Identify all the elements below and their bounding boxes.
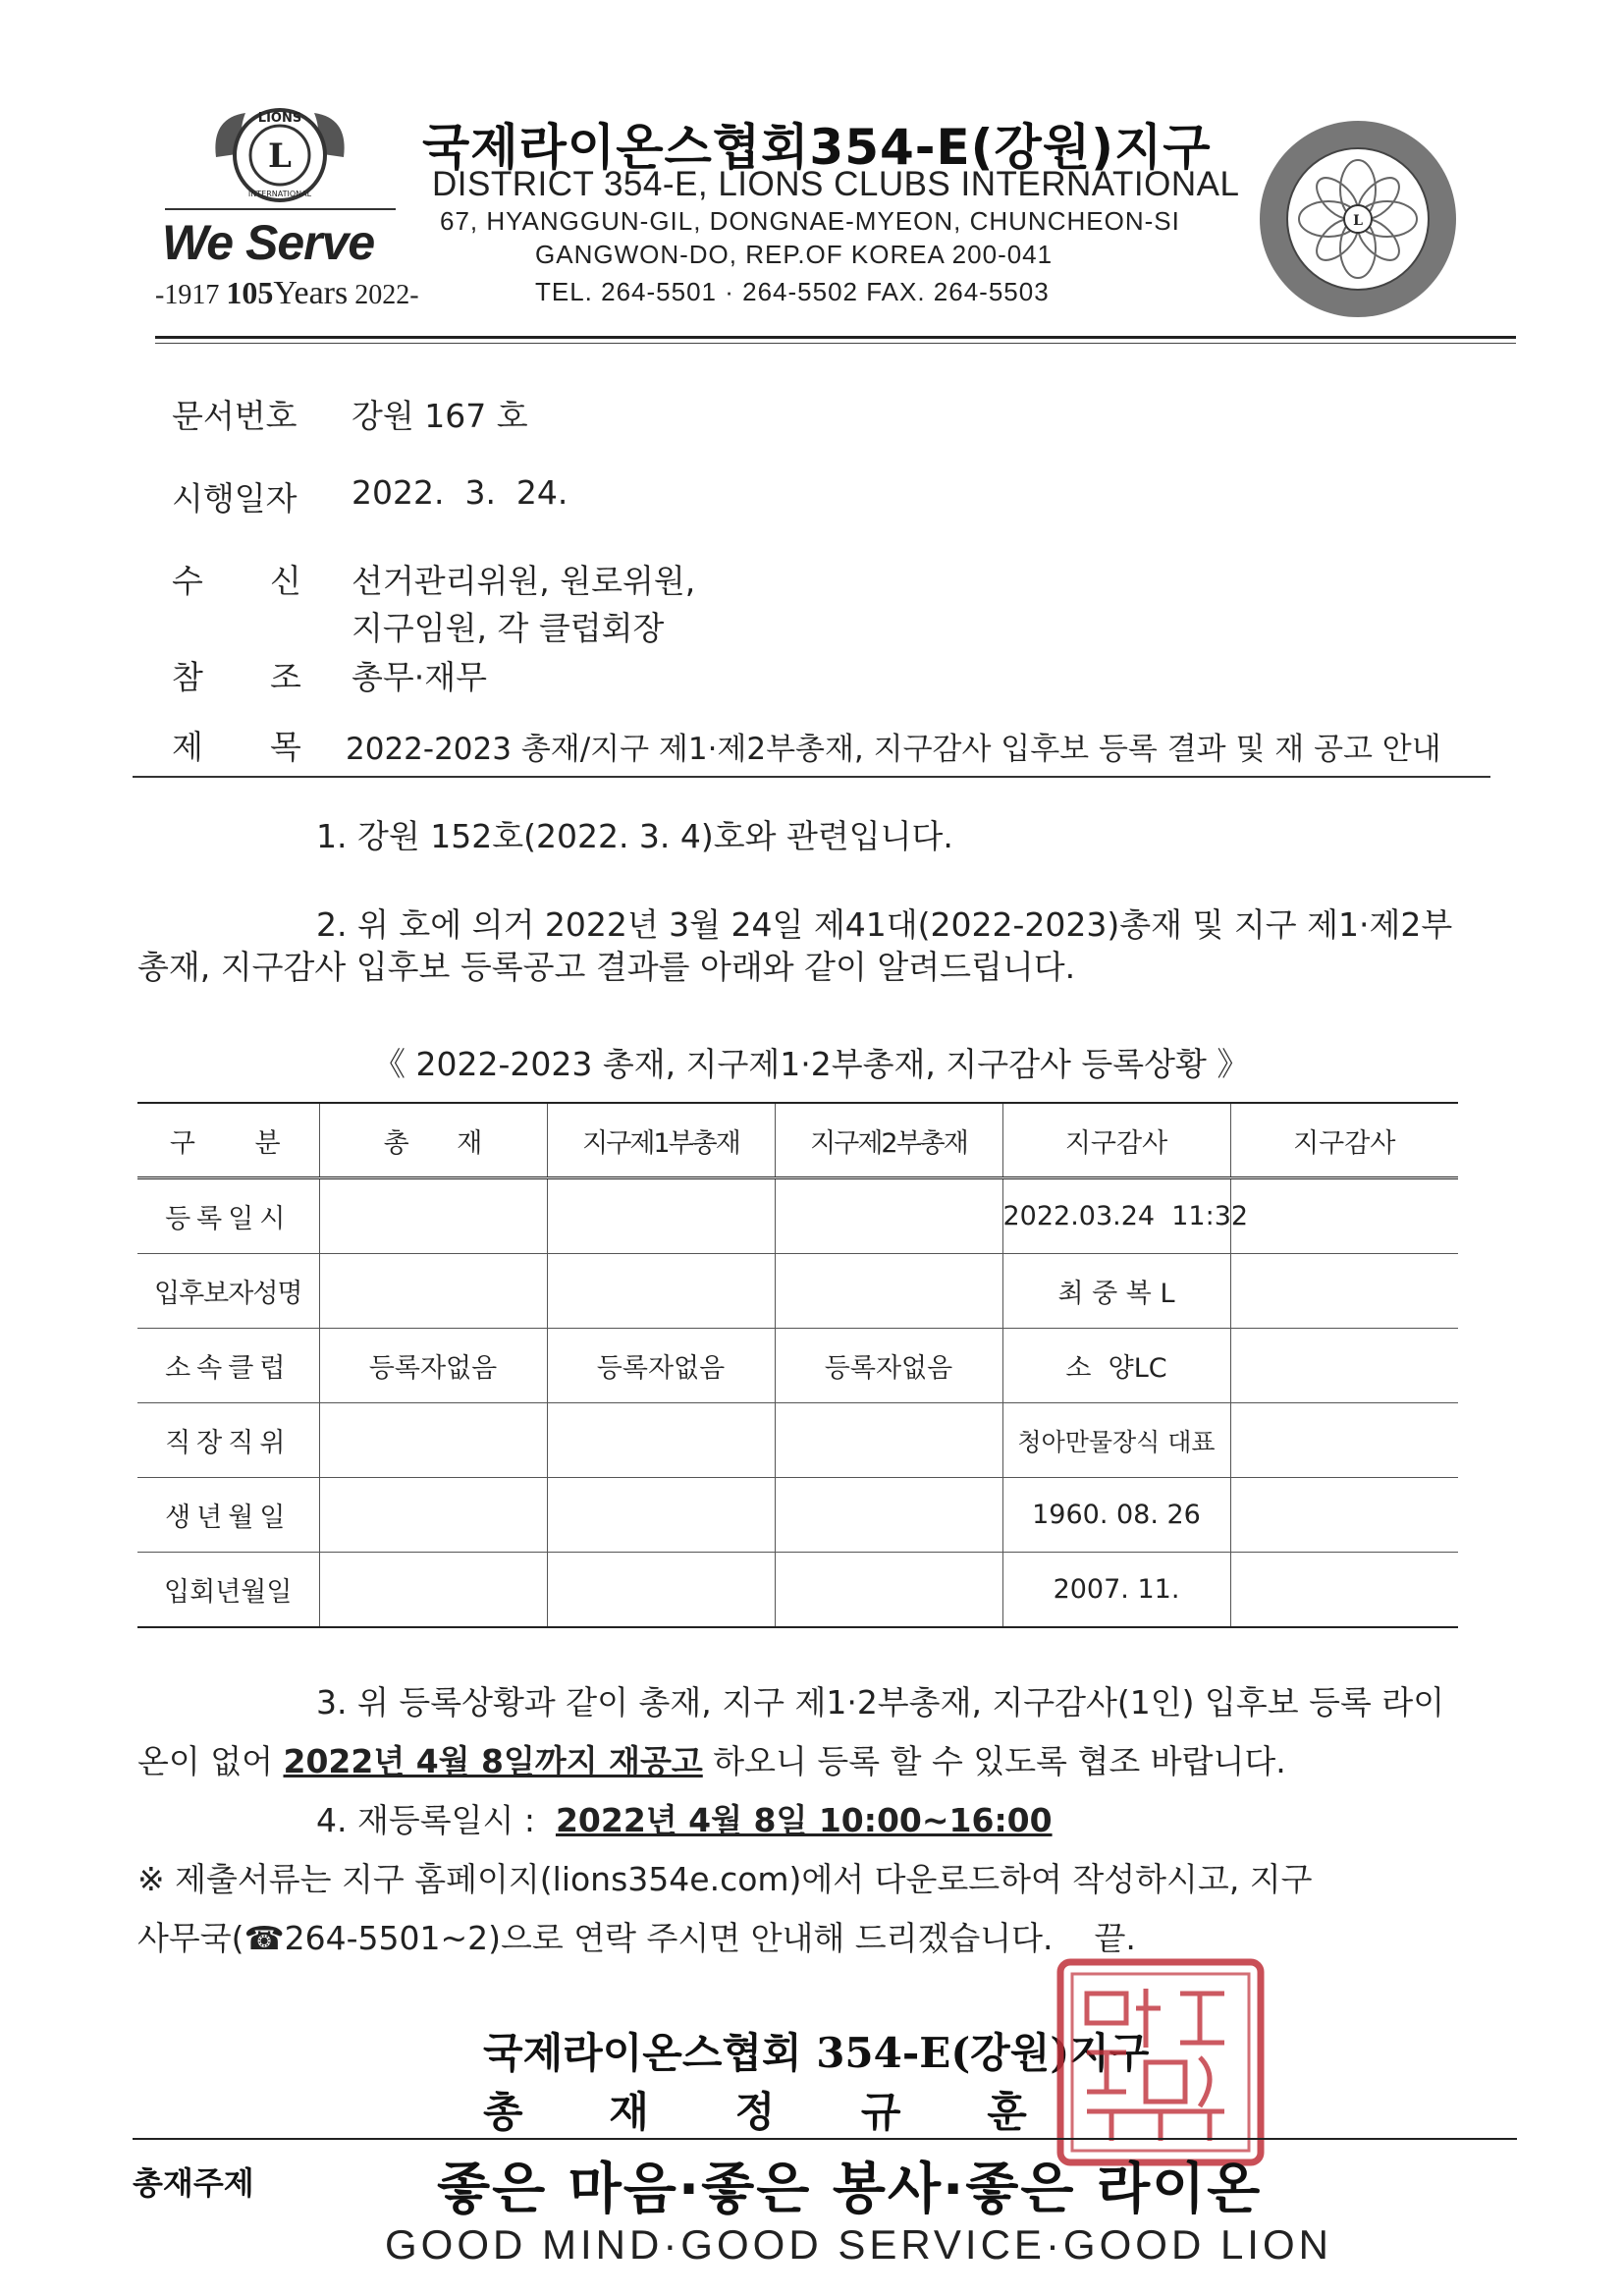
table-cell (547, 1254, 775, 1329)
table-cell: 소 양LC (1002, 1329, 1230, 1403)
column-header: 총 재 (319, 1103, 547, 1178)
note-line-2: 사무국(☎264-5501~2)으로 연락 주시면 안내해 드리겠습니다. 끝. (137, 1919, 1136, 1957)
table-cell (1230, 1329, 1458, 1403)
table-cell: 등록자없음 (775, 1329, 1002, 1403)
address-line-2: GANGWON-DO, REP.OF KOREA 200-041 (535, 240, 1054, 269)
slogan-english: GOOD MIND·GOOD SERVICE·GOOD LION (385, 2221, 1332, 2268)
svg-text:INTERNATIONAL: INTERNATIONAL (247, 190, 312, 198)
row-label: 등록일시 (165, 1204, 292, 1234)
note-line-1: ※ 제출서류는 지구 홈페이지(lions354e.com)에서 다운로드하여 작성하시고, 지구 (137, 1860, 1313, 1898)
recipient-value-2: 지구임원, 각 클럽회장 (352, 609, 665, 647)
footer-rule (133, 2138, 1517, 2140)
table-cell (1230, 1553, 1458, 1628)
subject-value: 2022-2023 총재/지구 제1·제2부총재, 지구감사 입후보 등록 결과 및 재 공고 안내 (346, 732, 1441, 767)
table-cell: 2007. 11. (1002, 1553, 1230, 1628)
paragraph-2-line-1: 2. 위 호에 의거 2022년 3월 24일 제41대(2022-2023)총재 및 지구 제1·제2부 (316, 905, 1453, 944)
row-label: 소속클럽 (165, 1353, 292, 1384)
table-cell (775, 1178, 1002, 1254)
table-cell (319, 1478, 547, 1553)
table-cell: 2022.03.24 11:32 (1002, 1178, 1230, 1254)
table-cell (547, 1553, 775, 1628)
recipient-label-2: 신 (270, 562, 301, 600)
svg-text:L: L (1353, 213, 1363, 229)
table-cell: 등록자없음 (319, 1329, 547, 1403)
table-cell (775, 1254, 1002, 1329)
signature-org: 국제라이온스협회 354-E(강원)지구 (483, 2029, 1150, 2077)
tel-fax-line: TEL. 264-5501 · 264-5502 FAX. 264-5503 (535, 277, 1050, 306)
paragraph-3-line-2: 온이 없어 2022년 4월 8일까지 재공고 하오니 등록 할 수 있도록 협조 바랍니다. (137, 1742, 1286, 1780)
paragraph-1: 1. 강원 152호(2022. 3. 4)호와 관련입니다. (316, 817, 953, 855)
paragraph-3-line-1: 3. 위 등록상황과 같이 총재, 지구 제1·2부총재, 지구감사(1인) 입후보 등록 라이 (316, 1683, 1445, 1722)
registration-status-table (137, 1102, 1458, 1628)
svg-text:L: L (268, 137, 292, 176)
table-row (137, 1254, 1458, 1329)
table-row (137, 1178, 1458, 1254)
ref-label-2: 조 (270, 658, 301, 696)
subject-label-2: 목 (270, 728, 301, 766)
table-row (137, 1553, 1458, 1628)
column-header: 지구감사 (1230, 1103, 1458, 1178)
table-cell (319, 1553, 547, 1628)
row-label: 입회년월일 (164, 1577, 293, 1608)
ref-value: 총무·재무 (352, 658, 488, 696)
reregistration-datetime: 2022년 4월 8일 10:00~16:00 (555, 1801, 1053, 1839)
table-cell: 최 중 복 L (1002, 1254, 1230, 1329)
table-cell: 1960. 08. 26 (1002, 1478, 1230, 1553)
date-label: 시행일자 (172, 479, 298, 518)
doc-no-label: 문서번호 (172, 397, 298, 435)
table-cell (547, 1403, 775, 1478)
governor-badge-seal (1255, 116, 1461, 322)
table-cell (319, 1254, 547, 1329)
motto-text: We Serve (162, 215, 375, 270)
table-header-row (137, 1103, 1458, 1178)
table-title: 《 2022-2023 총재, 지구제1·2부총재, 지구감사 등록상황 》 (373, 1045, 1250, 1083)
table-cell (1230, 1178, 1458, 1254)
years-text: -1917 105Years 2022- (155, 275, 419, 311)
column-header: 지구감사 (1002, 1103, 1230, 1178)
header-rule-thin (155, 343, 1516, 344)
table-cell (1230, 1254, 1458, 1329)
address-line-1: 67, HYANGGUN-GIL, DONGNAE-MYEON, CHUNCHEON-SI (440, 206, 1180, 236)
table-row (137, 1329, 1458, 1403)
theme-label: 총재주제 (133, 2164, 254, 2202)
table-row (137, 1403, 1458, 1478)
row-label: 직장직위 (165, 1428, 292, 1458)
svg-text:LIONS: LIONS (257, 111, 302, 126)
district-title-ko: 국제라이온스협회354-E(강원)지구 (422, 119, 1212, 176)
table-cell: 청아만물장식 대표 (1002, 1403, 1230, 1478)
date-value: 2022. 3. 24. (352, 473, 568, 512)
column-header: 구 분 (169, 1127, 287, 1159)
slogan-korean: 좋은 마음·좋은 봉사·좋은 라이온 (437, 2158, 1263, 2221)
header-rule (155, 336, 1516, 339)
table-cell (1230, 1478, 1458, 1553)
table-cell (547, 1178, 775, 1254)
table-cell (319, 1403, 547, 1478)
logo-divider (165, 208, 396, 210)
signature-governor: 총 재 정 규 훈 (483, 2088, 1027, 2136)
table-cell (319, 1178, 547, 1254)
redeadline-emphasis: 2022년 4월 8일까지 재공고 (283, 1742, 703, 1780)
paragraph-4: 4. 재등록일시 : 2022년 4월 8일 10:00~16:00 (316, 1801, 1053, 1839)
district-title-en: DISTRICT 354-E, LIONS CLUBS INTERNATIONAL (432, 165, 1240, 203)
lions-logo-emblem (206, 98, 353, 216)
table-cell (775, 1553, 1002, 1628)
table-cell (1230, 1403, 1458, 1478)
row-label: 입후보자성명 (154, 1279, 302, 1309)
ref-label-1: 참 (172, 658, 203, 696)
paragraph-2-line-2: 총재, 지구감사 입후보 등록공고 결과를 아래와 같이 알려드립니다. (137, 948, 1076, 986)
table-cell (547, 1478, 775, 1553)
table-row (137, 1478, 1458, 1553)
table-cell (775, 1403, 1002, 1478)
row-label: 생년월일 (165, 1503, 292, 1533)
subject-rule (133, 776, 1490, 778)
recipient-value-1: 선거관리위원, 원로위원, (352, 562, 696, 600)
subject-label-1: 제 (172, 728, 203, 766)
column-header: 지구제2부총재 (775, 1103, 1002, 1178)
recipient-label-1: 수 (172, 562, 203, 600)
column-header: 지구제1부총재 (547, 1103, 775, 1178)
doc-no-value: 강원 167 호 (352, 397, 528, 435)
table-cell (775, 1478, 1002, 1553)
table-cell: 등록자없음 (547, 1329, 775, 1403)
